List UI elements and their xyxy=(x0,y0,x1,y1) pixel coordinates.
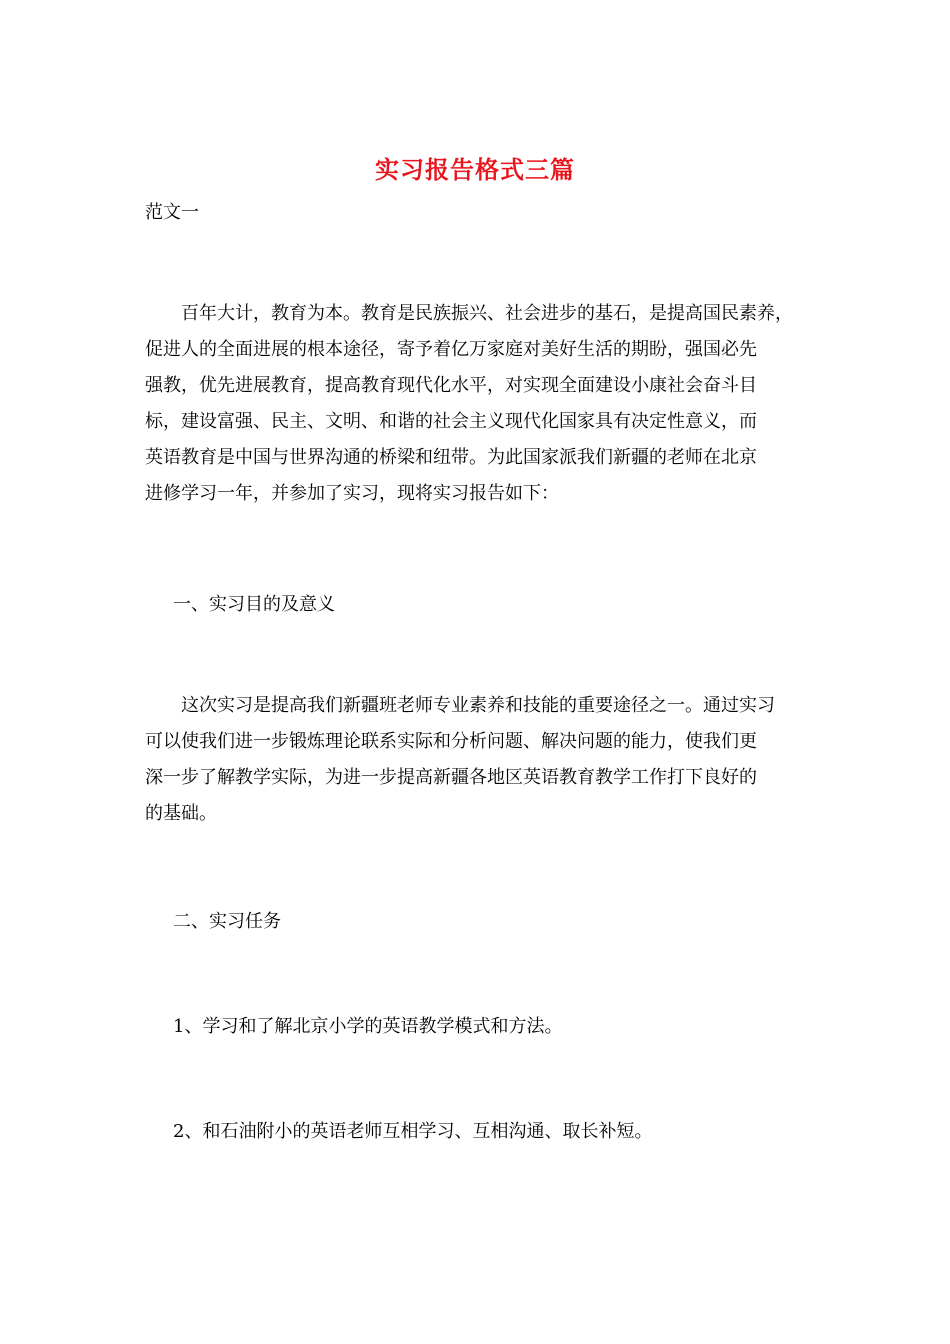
paragraph-line: 这次实习是提高我们新疆班老师专业素养和技能的重要途径之一。通过实习 xyxy=(145,695,775,716)
heading-tasks: 二、实习任务 xyxy=(173,911,281,932)
paragraph-intro xyxy=(145,296,793,512)
task-item: 1、学习和了解北京小学的英语教学模式和方法。 xyxy=(173,1016,563,1037)
paragraph-line: 英语教育是中国与世界沟通的桥梁和纽带。为此国家派我们新疆的老师在北京 xyxy=(145,447,757,468)
paragraph-line: 促进人的全面进展的根本途径，寄予着亿万家庭对美好生活的期盼，强国必先 xyxy=(145,339,757,360)
section-label: 范文一 xyxy=(145,202,199,223)
paragraph-line: 可以使我们进一步锻炼理论联系实际和分析问题、解决问题的能力，使我们更 xyxy=(145,731,757,752)
paragraph-line: 的基础。 xyxy=(145,803,217,824)
paragraph-line: 进修学习一年，并参加了实习，现将实习报告如下： xyxy=(145,483,559,504)
task-item: 2、和石油附小的英语老师互相学习、互相沟通、取长补短。 xyxy=(173,1121,653,1142)
paragraph-purpose xyxy=(145,688,775,832)
paragraph-line: 强教，优先进展教育，提高教育现代化水平，对实现全面建设小康社会奋斗目 xyxy=(145,375,757,396)
document-title: 实习报告格式三篇 xyxy=(375,155,575,184)
paragraph-line: 深一步了解教学实际，为进一步提高新疆各地区英语教育教学工作打下良好的 xyxy=(145,767,757,788)
heading-purpose: 一、实习目的及意义 xyxy=(173,594,335,615)
paragraph-line: 百年大计，教育为本。教育是民族振兴、社会进步的基石，是提高国民素养， xyxy=(145,303,793,324)
paragraph-line: 标，建设富强、民主、文明、和谐的社会主义现代化国家具有决定性意义，而 xyxy=(145,411,757,432)
